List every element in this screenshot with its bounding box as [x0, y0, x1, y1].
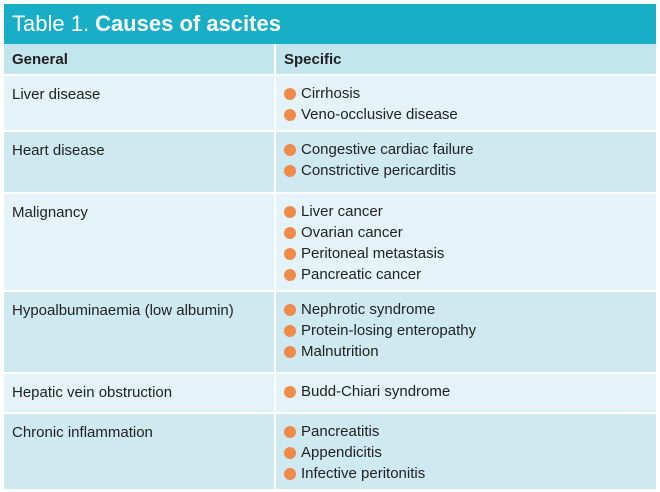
specific-item-text: Cirrhosis: [301, 85, 361, 102]
table-title-text: Causes of ascites: [95, 11, 281, 36]
bullet-dot-icon: [284, 468, 296, 480]
specific-cell: [275, 373, 656, 413]
header-row: [4, 44, 656, 75]
specific-item: [284, 264, 656, 285]
specific-item-text: Congestive cardiac failure: [301, 141, 474, 158]
bullet-dot-icon: [284, 304, 296, 316]
specific-item: [284, 320, 656, 341]
bullet-dot-icon: [284, 325, 296, 337]
table-row: [4, 413, 656, 489]
header-general: General: [4, 44, 275, 75]
general-cell: Hepatic vein obstruction: [4, 373, 275, 413]
general-cell: Chronic inflammation: [4, 413, 275, 489]
bullet-dot-icon: [284, 346, 296, 358]
specific-item-text: Liver cancer: [301, 203, 383, 220]
bullet-dot-icon: [284, 447, 296, 459]
bullet-dot-icon: [284, 165, 296, 177]
general-cell: Malignancy: [4, 193, 275, 291]
bullet-dot-icon: [284, 269, 296, 281]
specific-item: [284, 463, 656, 484]
bullet-dot-icon: [284, 426, 296, 438]
bullet-dot-icon: [284, 248, 296, 260]
specific-item-text: Pancreatitis: [301, 423, 380, 440]
bullet-dot-icon: [284, 88, 296, 100]
table-row: [4, 193, 656, 291]
specific-item-text: Budd-Chiari syndrome: [301, 383, 451, 400]
specific-item: [284, 243, 656, 264]
specific-item-text: Veno-occlusive disease: [301, 106, 458, 123]
specific-item: [284, 299, 656, 320]
table-row: [4, 373, 656, 413]
specific-cell: [275, 131, 656, 193]
specific-item: [284, 139, 656, 160]
specific-item-text: Constrictive pericarditis: [301, 162, 457, 179]
specific-item-text: Malnutrition: [301, 343, 379, 360]
specific-cell: [275, 291, 656, 373]
specific-item-text: Ovarian cancer: [301, 224, 403, 241]
specific-cell: [275, 75, 656, 131]
specific-item: [284, 83, 656, 104]
specific-item: [284, 104, 656, 125]
specific-item: [284, 201, 656, 222]
bullet-dot-icon: [284, 206, 296, 218]
specific-item: [284, 222, 656, 243]
specific-item-text: Appendicitis: [301, 444, 382, 461]
bullet-dot-icon: [284, 386, 296, 398]
specific-item: [284, 381, 656, 402]
specific-item-text: Pancreatic cancer: [301, 266, 422, 283]
general-cell: Liver disease: [4, 75, 275, 131]
general-cell: Hypoalbuminaemia (low albumin): [4, 291, 275, 373]
header-specific: Specific: [275, 44, 656, 75]
causes-of-ascites-table: [4, 4, 656, 488]
table-row: [4, 131, 656, 193]
specific-item-text: Peritoneal metastasis: [301, 245, 445, 262]
bullet-dot-icon: [284, 227, 296, 239]
table-row: [4, 75, 656, 131]
table-number: Table 1.: [12, 11, 90, 36]
causes-table: [4, 44, 656, 489]
specific-item: [284, 421, 656, 442]
specific-item: [284, 442, 656, 463]
general-cell: Heart disease: [4, 131, 275, 193]
specific-cell: [275, 413, 656, 489]
specific-item-text: Nephrotic syndrome: [301, 301, 436, 318]
bullet-dot-icon: [284, 144, 296, 156]
specific-item: [284, 341, 656, 362]
table-body: [4, 75, 656, 489]
table-row: [4, 291, 656, 373]
specific-item-text: Protein-losing enteropathy: [301, 322, 477, 339]
specific-item: [284, 160, 656, 181]
specific-item-text: Infective peritonitis: [301, 465, 426, 482]
table-title: [4, 4, 656, 44]
specific-cell: [275, 193, 656, 291]
bullet-dot-icon: [284, 109, 296, 121]
